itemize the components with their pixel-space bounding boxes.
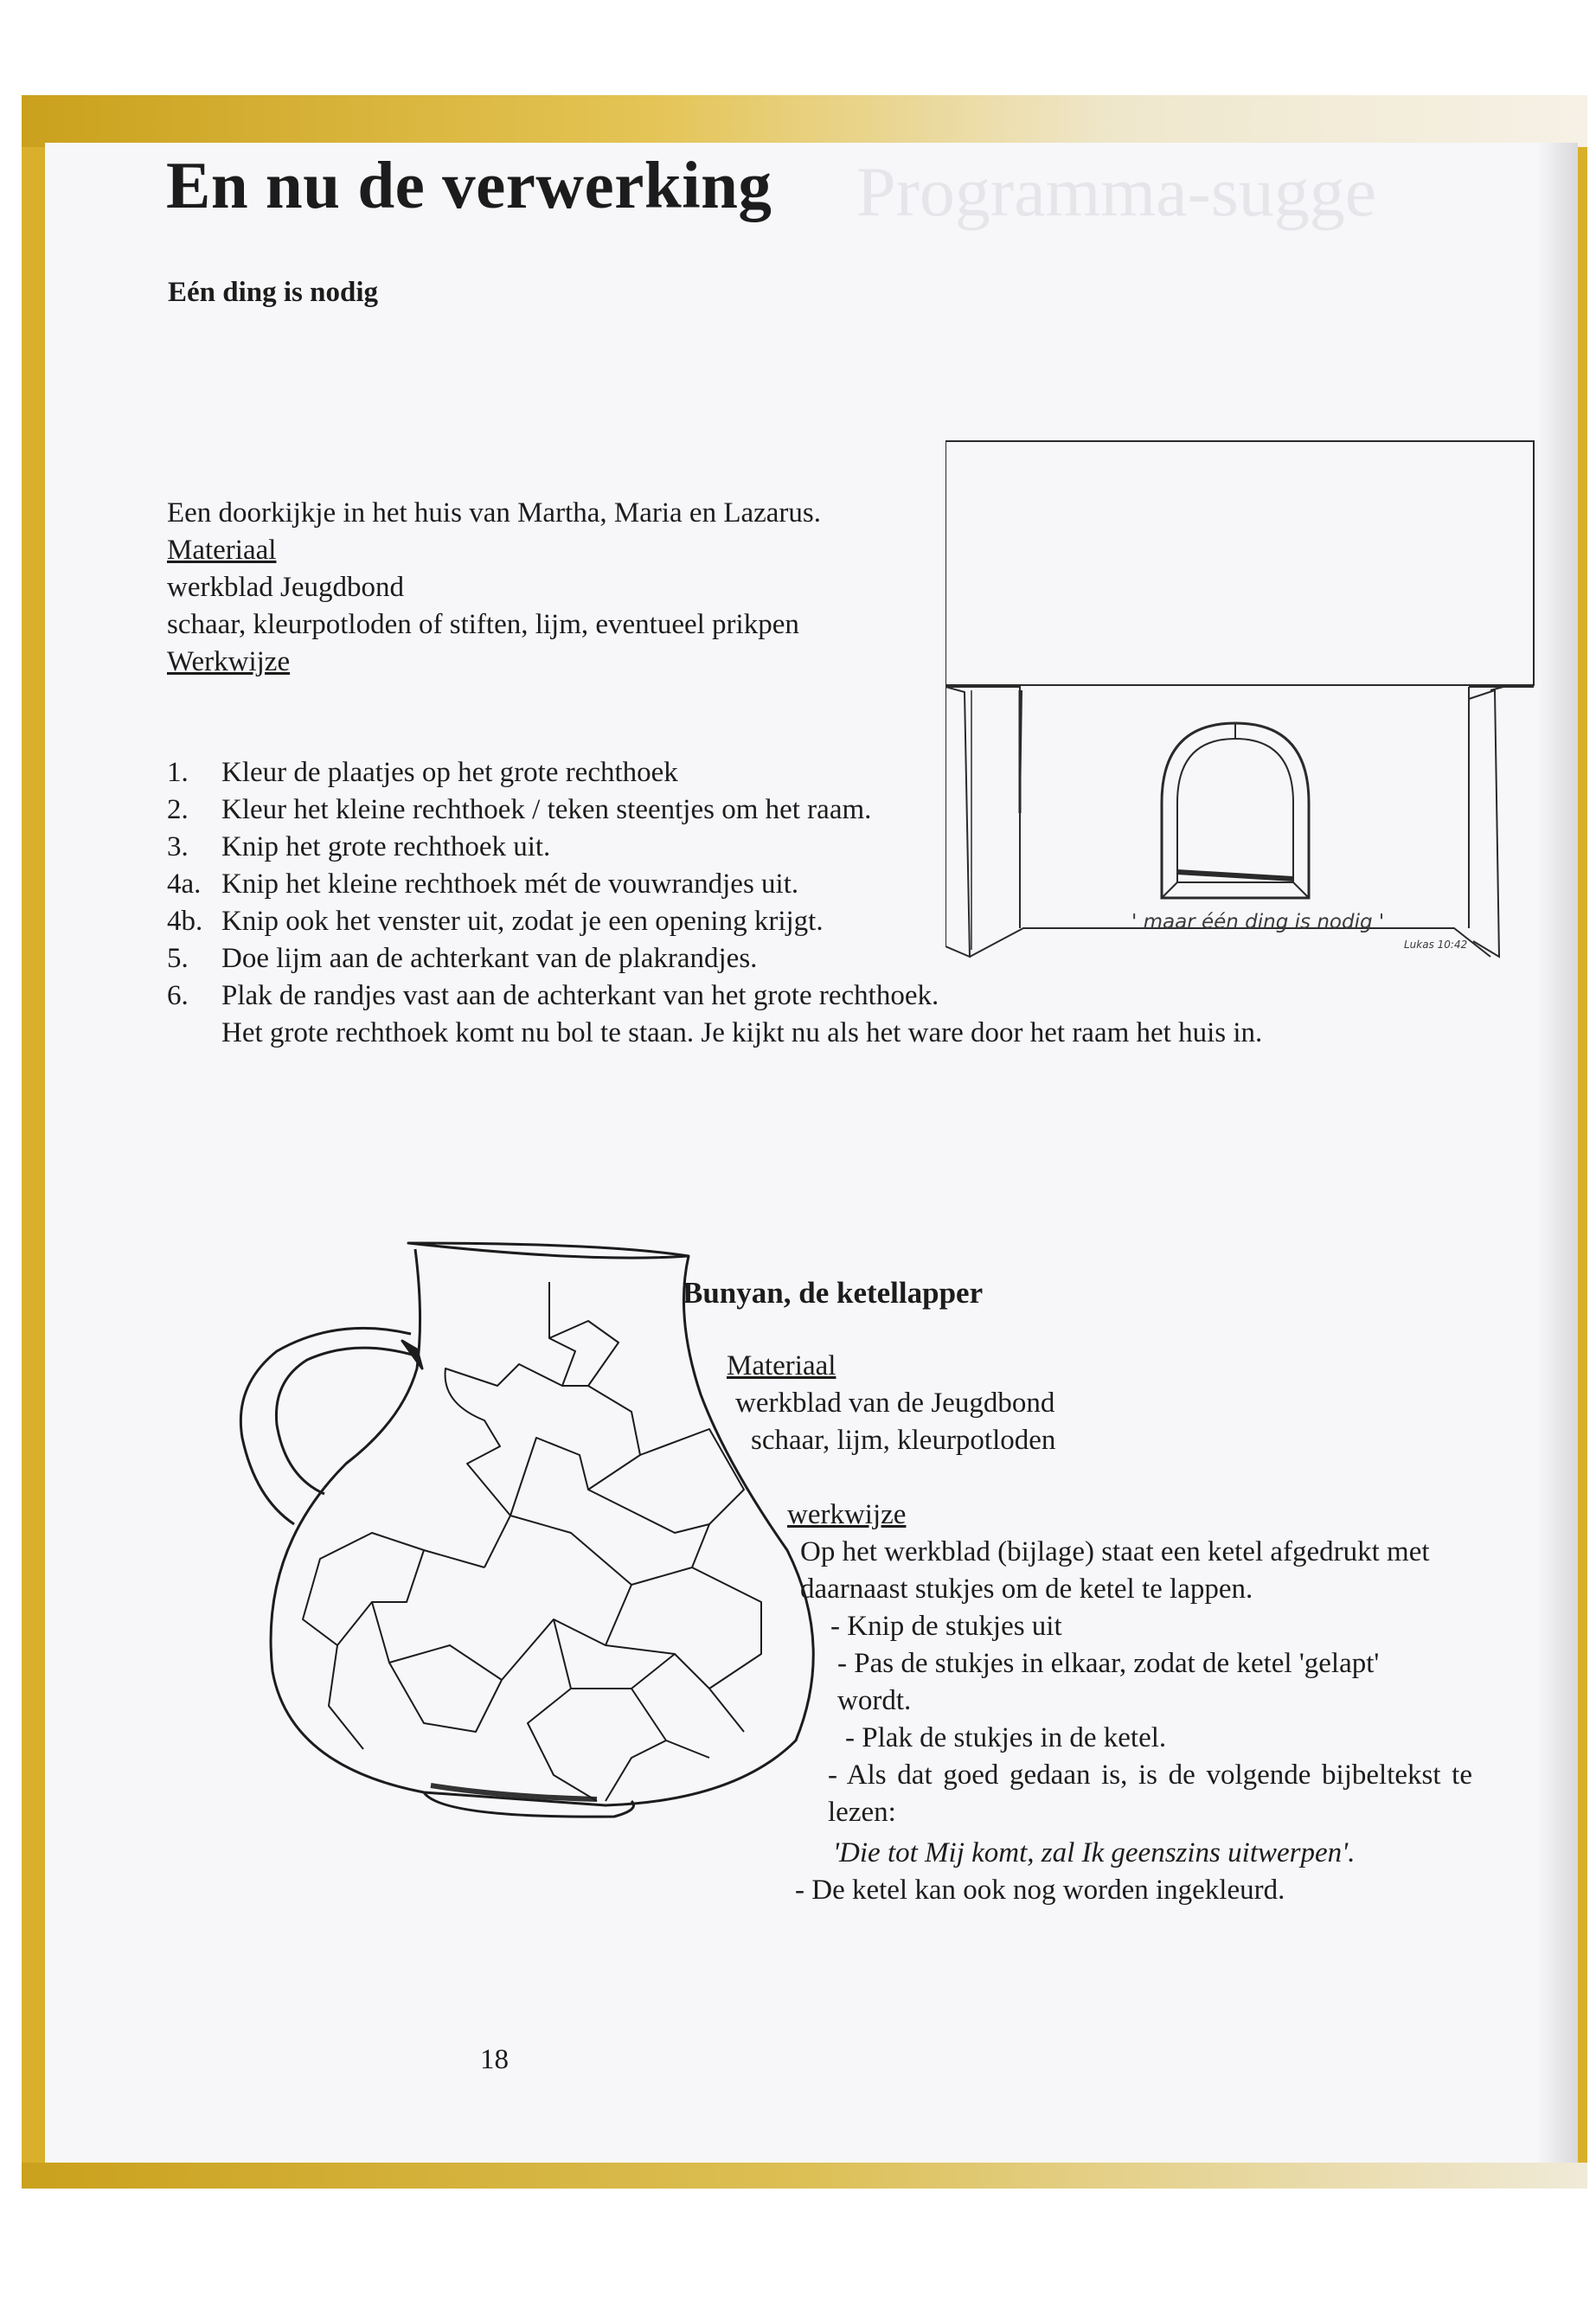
show-through-heading: Programma-sugge	[856, 152, 1377, 231]
step-text: Knip ook het venster uit, zodat je een opening krijgt.	[221, 906, 824, 937]
kettle-body	[271, 1249, 813, 1805]
section1-material-item: schaar, kleurpotloden of stiften, lijm, eventueel prikpen	[167, 609, 799, 640]
step-number: 5.	[167, 943, 189, 974]
section2-final: - De ketel kan ook nog worden ingekleurd.	[795, 1875, 1285, 1906]
step-number: 4a.	[167, 868, 202, 900]
page-title: En nu de verwerking	[166, 148, 772, 222]
step-text: Doe lijm aan de achterkant van de plakrandjes.	[221, 943, 758, 974]
section2-method-label: werkwijze	[787, 1499, 907, 1530]
step-text: Knip het kleine rechthoek mét de vouwrandjes uit.	[221, 868, 799, 900]
page-gutter-shade	[1536, 143, 1578, 2163]
section2-quote: 'Die tot Mij komt, zal Ik geenszins uitwerpen'.	[833, 1837, 1356, 1868]
patched-kettle-illustration	[225, 1239, 830, 1827]
closing-text: Het grote rechthoek komt nu bol te staan. Je kijkt nu als het ware door het raam het huis in.	[221, 1017, 1263, 1048]
section2-material-item: schaar, lijm, kleurpotloden	[751, 1425, 1056, 1456]
section2-material-item: werkblad van de Jeugdbond	[735, 1388, 1055, 1419]
cover-bottom-edge	[22, 2163, 1587, 2189]
step-number: 1.	[167, 757, 189, 788]
section1-materials-label: Materiaal	[167, 535, 277, 566]
left-flap	[945, 687, 970, 957]
step-text: Knip het grote rechthoek uit.	[221, 831, 551, 862]
cover-top-edge	[22, 95, 1587, 147]
closing-line	[167, 1015, 1562, 1052]
large-rectangle	[945, 441, 1534, 685]
step-item	[167, 866, 935, 903]
section1-method-label: Werkwijze	[167, 646, 291, 677]
figure-reference: Lukas 10:42	[1404, 939, 1468, 951]
step-number: 2.	[167, 794, 189, 825]
kettle-rim	[408, 1243, 689, 1258]
step-item	[167, 829, 935, 866]
step-text: Kleur het kleine rechthoek / teken steentjes om het raam.	[221, 794, 872, 825]
step-text: Plak de randjes vast aan de achterkant van het grote rechthoek.	[221, 980, 939, 1011]
section2-method-block	[783, 1497, 1475, 1909]
step-item	[167, 792, 935, 829]
section2-materials-block	[727, 1348, 1505, 1459]
page-number: 18	[480, 2044, 509, 2075]
section2-heading: Bunyan, de ketellapper	[683, 1276, 984, 1310]
step-number: 3.	[167, 831, 189, 862]
step-text: Kleur de plaatjes op het grote rechthoek	[221, 757, 678, 788]
section2-intro: Op het werkblad (bijlage) staat een ketel afgedrukt met daarnaast stukjes om de ketel te lappen.	[800, 1536, 1430, 1605]
section1-intro: Een doorkijkje in het huis van Martha, Maria en Lazarus.	[167, 497, 822, 529]
section2-step: - Plak de stukjes in de ketel.	[845, 1722, 1167, 1753]
window-model-illustration	[945, 439, 1542, 967]
step-number: 6.	[167, 980, 189, 1011]
step-item	[167, 903, 935, 940]
section1-material-item: werkblad Jeugdbond	[167, 572, 405, 603]
right-flap	[1469, 690, 1499, 957]
section1-heading: Eén ding is nodig	[168, 277, 379, 308]
section2-step: - Pas de stukjes in elkaar, zodat de ketel 'gelapt' wordt.	[837, 1648, 1380, 1716]
section2-step: - Als dat goed gedaan is, is de volgende bijbeltekst te lezen:	[828, 1759, 1472, 1828]
step-number: 4b.	[167, 906, 203, 937]
step-item	[167, 754, 935, 792]
figure-caption: ' maar één ding is nodig '	[1131, 911, 1385, 933]
section1-intro-block	[167, 495, 876, 681]
section2-step: - Knip de stukjes uit	[830, 1611, 1062, 1642]
step-item	[167, 977, 1562, 1015]
section2-materials-label: Materiaal	[727, 1350, 836, 1381]
